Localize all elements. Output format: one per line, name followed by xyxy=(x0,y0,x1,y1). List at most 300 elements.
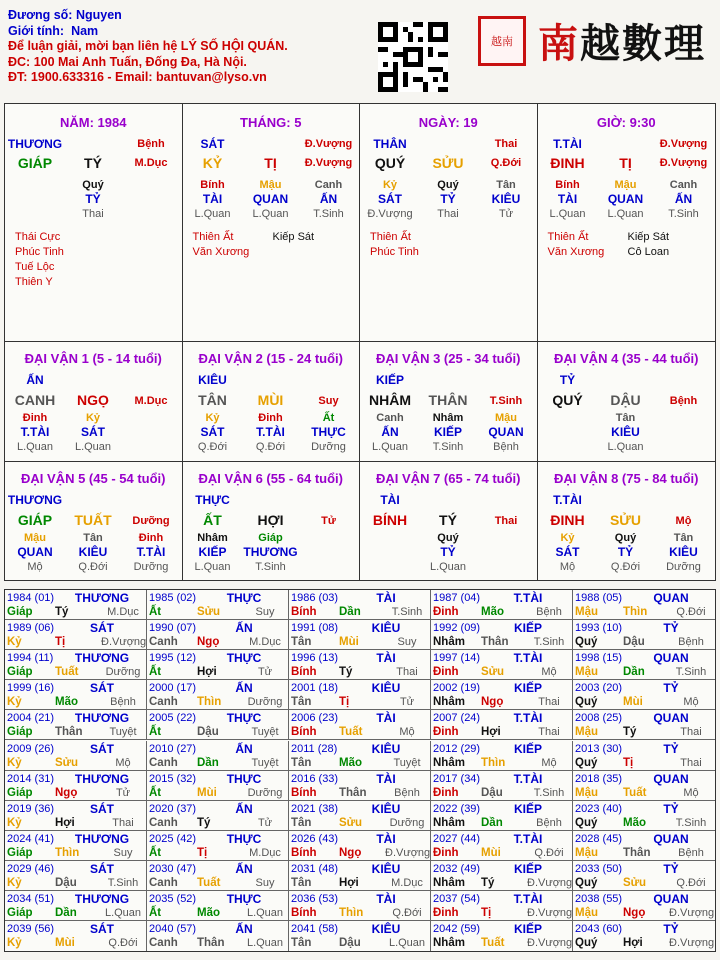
hidden-stem: Mậu xyxy=(495,412,517,424)
year-ten-god: KIÊU xyxy=(371,681,401,696)
star-item: Thái Cực xyxy=(15,231,61,243)
year-branch: Tý xyxy=(481,876,495,889)
gender-line: Giới tính: Nam xyxy=(8,23,99,38)
year-label: 2001 (18) xyxy=(291,682,339,695)
year-row xyxy=(5,891,715,921)
pillar-title: GIỜ: 9:30 xyxy=(596,115,656,130)
year-cell xyxy=(573,710,715,739)
dai-van-cell xyxy=(360,461,538,580)
year-phase: Đ.Vượng xyxy=(669,937,715,950)
year-phase: Suy xyxy=(255,606,275,618)
year-ten-god: THƯƠNG xyxy=(74,711,130,726)
hidden-ten-god: SÁT xyxy=(555,545,580,559)
hidden-stem: Quý xyxy=(82,179,104,191)
dai-van-title: ĐẠI VẬN 5 (45 - 54 tuổi) xyxy=(21,471,166,486)
year-phase: Bệnh xyxy=(536,606,562,618)
star-item: Thiên Y xyxy=(15,276,53,288)
year-phase: Q.Đới xyxy=(108,937,138,950)
year-ten-god: THỰC xyxy=(226,711,262,726)
year-branch: Mão xyxy=(481,606,504,618)
year-phase: Bệnh xyxy=(394,786,420,799)
year-cell xyxy=(5,620,147,649)
year-phase: Thai xyxy=(680,756,702,769)
year-cell xyxy=(147,891,289,920)
dai-van-branch: NGỌ xyxy=(77,392,109,408)
hidden-stem: Nhâm xyxy=(197,532,228,544)
dai-van-cell xyxy=(183,341,361,461)
year-branch: Tị xyxy=(623,756,634,769)
hidden-phase: Q.Đới xyxy=(610,561,641,573)
year-branch: Mão xyxy=(55,696,78,709)
hidden-ten-god: THƯƠNG xyxy=(243,545,298,559)
year-label: 2037 (54) xyxy=(433,893,481,905)
pillar-title: THÁNG: 5 xyxy=(240,115,302,130)
year-stem: Đinh xyxy=(433,846,459,859)
pillar-cell xyxy=(183,104,361,341)
dai-van-ten-god: KIÊU xyxy=(198,373,227,387)
year-label: 2031 (48) xyxy=(291,862,339,875)
year-cell xyxy=(147,861,289,890)
year-cell xyxy=(431,590,573,619)
year-cell xyxy=(573,620,715,649)
year-ten-god: T.TÀI xyxy=(513,771,543,786)
year-ten-god: KIẾP xyxy=(513,681,542,696)
year-stem: Tân xyxy=(291,636,312,649)
year-stem: Mậu xyxy=(575,606,598,618)
hidden-stem: Ất xyxy=(322,412,335,424)
dai-van-branch: TUẤT xyxy=(74,512,112,528)
year-ten-god: TỶ xyxy=(663,621,679,636)
year-ten-god: QUAN xyxy=(653,591,689,605)
year-stem: Tân xyxy=(291,696,312,709)
hidden-phase: Q.Đới xyxy=(255,441,286,453)
year-phase: Mộ xyxy=(541,756,557,769)
year-label: 2015 (32) xyxy=(149,772,197,785)
hidden-ten-god: ẤN xyxy=(674,192,693,206)
year-label: 1998 (15) xyxy=(575,652,623,665)
address-line: ĐC: 100 Mai Anh Tuấn, Đống Đa, Hà Nội. xyxy=(8,54,247,69)
year-cell xyxy=(5,710,147,739)
year-label: 1990 (07) xyxy=(149,622,197,635)
year-branch: Tị xyxy=(55,636,66,649)
dai-van-ten-god: T.TÀI xyxy=(553,493,582,507)
hidden-phase: L.Quan xyxy=(74,441,112,453)
phase-sub: Đ.Vượng xyxy=(304,157,353,169)
year-cell xyxy=(289,680,431,709)
year-cell xyxy=(289,650,431,679)
year-stem: Bính xyxy=(291,726,317,739)
hidden-phase: L.Quan xyxy=(194,561,231,573)
star-item: Phúc Tinh xyxy=(15,246,64,258)
dai-van-cell xyxy=(183,461,361,580)
year-stem: Canh xyxy=(149,756,178,769)
year-label: 2016 (33) xyxy=(291,772,339,785)
year-cell xyxy=(431,710,573,739)
year-phase: Thai xyxy=(680,726,702,739)
phase-top: Đ.Vượng xyxy=(304,138,353,150)
year-row xyxy=(5,771,715,801)
dai-van-title: ĐẠI VẬN 8 (75 - 84 tuổi) xyxy=(554,471,699,486)
year-branch: Tuất xyxy=(197,876,221,889)
hidden-ten-god: ẤN xyxy=(381,425,399,439)
dai-van-cell xyxy=(5,341,183,461)
year-ten-god: KIÊU xyxy=(371,922,401,937)
year-stem: Bính xyxy=(291,846,317,859)
dai-van-stem: QUÝ xyxy=(552,392,583,408)
hidden-ten-god: ẤN xyxy=(319,192,338,206)
year-phase: Tuyệt xyxy=(251,756,279,769)
hidden-phase: L.Quan xyxy=(607,208,644,220)
year-cell xyxy=(573,590,715,619)
hidden-ten-god: SÁT xyxy=(81,425,105,439)
chart-grid xyxy=(4,103,716,581)
year-branch: Ngọ xyxy=(55,786,78,799)
hidden-ten-god: TÀI xyxy=(557,192,578,206)
year-stem: Bính xyxy=(291,907,317,919)
year-label: 2040 (57) xyxy=(149,923,197,936)
year-stem: Nhâm xyxy=(433,696,465,709)
year-stem: Mậu xyxy=(575,786,598,799)
dai-van-phase: M.Dục xyxy=(134,395,168,407)
year-branch: Mùi xyxy=(339,636,359,649)
year-label: 2019 (36) xyxy=(7,802,55,815)
year-branch: Dậu xyxy=(197,726,219,739)
year-label: 1995 (12) xyxy=(149,652,197,665)
star-list-a xyxy=(370,230,419,260)
hidden-stem: Đinh xyxy=(258,412,283,424)
year-phase: Mộ xyxy=(399,726,415,739)
year-phase: L.Quan xyxy=(246,937,284,950)
year-ten-god: TÀI xyxy=(376,892,396,906)
year-phase: Q.Đới xyxy=(676,606,706,618)
year-phase: Tử xyxy=(257,666,273,679)
year-label: 2028 (45) xyxy=(575,832,623,845)
year-ten-god: THƯƠNG xyxy=(74,591,130,605)
hidden-stem: Canh xyxy=(376,412,404,424)
brand-logo: 南越數理 xyxy=(538,20,706,67)
hidden-phase: T.Sinh xyxy=(313,208,344,220)
year-stem: Giáp xyxy=(7,846,33,859)
year-label: 1999 (16) xyxy=(7,682,55,695)
year-phase: Mộ xyxy=(683,696,699,709)
hidden-stem: Tân xyxy=(83,532,103,544)
dai-van-ten-god: THƯƠNG xyxy=(7,493,63,507)
hidden-ten-god: TỶ xyxy=(440,545,456,559)
star-item: Kiếp Sát xyxy=(627,231,670,243)
year-branch: Sửu xyxy=(55,756,79,769)
year-branch: Tý xyxy=(339,666,353,679)
year-phase: L.Quan xyxy=(246,907,284,919)
year-label: 1991 (08) xyxy=(291,622,339,635)
year-phase: Suy xyxy=(255,876,275,889)
contact-line: Để luận giải, mời bạn liên hệ LÝ SỐ HỘI QUÁN. xyxy=(8,39,288,53)
year-stem: Bính xyxy=(291,786,317,799)
hidden-phase: Tử xyxy=(498,208,514,220)
dai-van-stem: CANH xyxy=(14,392,56,408)
year-ten-god: ẤN xyxy=(235,922,253,937)
star-list-a xyxy=(193,230,250,260)
year-phase: Tuyệt xyxy=(109,726,137,739)
year-cell xyxy=(573,771,715,800)
dai-van-phase: Thai xyxy=(494,515,518,527)
hidden-stem: Quý xyxy=(437,532,459,544)
year-phase: T.Sinh xyxy=(107,876,139,889)
hidden-stem: Kỷ xyxy=(85,412,101,424)
dai-van-phase: Bệnh xyxy=(669,395,698,407)
hidden-phase: L.Quan xyxy=(194,208,231,220)
hidden-phase: L.Quan xyxy=(16,441,54,453)
year-cell xyxy=(431,891,573,920)
year-ten-god: THƯƠNG xyxy=(74,651,130,666)
hidden-ten-god: KIẾP xyxy=(433,425,462,439)
year-label: 2022 (39) xyxy=(433,802,481,815)
seal-stamp: 越南 xyxy=(478,16,526,66)
year-cell xyxy=(5,921,147,951)
year-branch: Dậu xyxy=(55,876,77,889)
year-cell xyxy=(147,620,289,649)
phase-sub: M.Dục xyxy=(134,157,168,169)
year-ten-god: THỰC xyxy=(226,651,262,666)
hidden-phase: Dưỡng xyxy=(311,441,346,453)
year-stem: Giáp xyxy=(7,907,33,919)
ten-god-stem: SÁT xyxy=(200,137,225,151)
dai-van-stem: BÍNH xyxy=(372,512,408,528)
dai-van-branch: TÝ xyxy=(439,512,457,528)
year-branch: Tị xyxy=(481,907,492,919)
year-stem: Giáp xyxy=(7,666,33,679)
dai-van-stem: TÂN xyxy=(198,392,227,408)
year-cell xyxy=(289,891,431,920)
year-phase: Mộ xyxy=(115,756,131,769)
hidden-ten-god: TỶ xyxy=(440,192,456,206)
year-phase: Tử xyxy=(115,786,131,799)
year-phase: Tuyệt xyxy=(251,726,279,739)
year-cell xyxy=(573,891,715,920)
year-cell xyxy=(289,921,431,951)
year-stem: Nhâm xyxy=(433,937,465,950)
year-label: 2017 (34) xyxy=(433,772,481,785)
year-stem: Bính xyxy=(291,666,317,679)
hidden-ten-god: TỶ xyxy=(85,192,101,206)
year-ten-god: T.TÀI xyxy=(513,831,543,846)
year-phase: Bệnh xyxy=(678,636,704,649)
dai-van-title: ĐẠI VẬN 3 (25 - 34 tuổi) xyxy=(376,351,521,366)
year-cell xyxy=(5,590,147,619)
ten-god-stem: THƯƠNG xyxy=(7,137,63,151)
year-stem: Ất xyxy=(149,907,162,919)
year-cell xyxy=(147,741,289,770)
year-cell xyxy=(5,891,147,920)
year-row xyxy=(5,861,715,891)
year-phase: Bệnh xyxy=(110,696,136,709)
year-row xyxy=(5,650,715,680)
year-ten-god: QUAN xyxy=(653,892,689,906)
year-stem: Đinh xyxy=(433,786,459,799)
dai-van-branch: MÙI xyxy=(257,392,284,408)
year-phase: Tử xyxy=(257,816,273,829)
year-label: 2027 (44) xyxy=(433,832,481,845)
year-ten-god: T.TÀI xyxy=(513,892,543,906)
year-cell xyxy=(289,771,431,800)
year-label: 2036 (53) xyxy=(291,893,339,905)
year-label: 2030 (47) xyxy=(149,862,197,875)
hidden-ten-god: T.TÀI xyxy=(256,425,285,439)
hidden-stem: Bính xyxy=(200,179,225,191)
dai-van-cell xyxy=(538,461,716,580)
year-label: 2000 (17) xyxy=(149,682,197,695)
year-phase: Mộ xyxy=(683,786,699,799)
year-ten-god: T.TÀI xyxy=(513,711,543,726)
year-label: 2043 (60) xyxy=(575,923,623,936)
year-cell xyxy=(431,650,573,679)
dai-van-stem: ĐINH xyxy=(550,512,585,528)
hidden-stem: Mậu xyxy=(24,532,46,544)
year-label: 2009 (26) xyxy=(7,742,55,755)
year-ten-god: KIÊU xyxy=(371,621,401,636)
hidden-phase: L.Quan xyxy=(371,441,409,453)
year-label: 1994 (11) xyxy=(7,652,54,665)
hidden-ten-god: KIÊU xyxy=(491,192,521,206)
hidden-stem: Tân xyxy=(615,412,636,424)
hidden-stem: Tân xyxy=(673,532,694,544)
year-label: 2007 (24) xyxy=(433,712,481,725)
year-label: 2033 (50) xyxy=(575,862,623,875)
year-stem: Kỷ xyxy=(7,876,22,889)
year-phase: Q.Đới xyxy=(392,907,422,919)
dai-van-stem: NHÂM xyxy=(369,392,411,408)
pillar-cell xyxy=(538,104,716,341)
year-cell xyxy=(5,680,147,709)
year-ten-god: TÀI xyxy=(376,771,396,786)
year-cell xyxy=(147,590,289,619)
year-stem: Nhâm xyxy=(433,876,465,889)
dai-van-ten-god: TỶ xyxy=(559,373,576,387)
year-branch: Mùi xyxy=(481,846,501,859)
year-cell xyxy=(289,861,431,890)
year-phase: M.Dục xyxy=(249,636,281,649)
year-ten-god: SÁT xyxy=(90,922,114,937)
year-branch: Thân xyxy=(55,726,83,739)
hidden-ten-god: KIÊU xyxy=(669,545,698,559)
year-ten-god: ẤN xyxy=(235,801,253,816)
year-ten-god: TÀI xyxy=(376,651,396,666)
dai-van-phase: Dưỡng xyxy=(132,515,170,527)
year-label: 1997 (14) xyxy=(433,652,481,665)
star-item: Thiên Ất xyxy=(547,231,589,243)
year-cell xyxy=(431,680,573,709)
year-branch: Tý xyxy=(197,816,211,829)
year-ten-god: SÁT xyxy=(90,861,114,876)
year-ten-god: TÀI xyxy=(376,591,396,605)
year-stem: Quý xyxy=(575,937,598,950)
year-phase: Thai xyxy=(538,726,560,739)
year-branch: Dậu xyxy=(623,636,645,649)
hidden-stem: Kỷ xyxy=(205,412,220,424)
year-label: 2035 (52) xyxy=(149,893,197,905)
year-label: 2039 (56) xyxy=(7,923,55,936)
year-stem: Tân xyxy=(291,756,312,769)
year-ten-god: ẤN xyxy=(235,681,253,696)
year-label: 2013 (30) xyxy=(575,742,623,755)
heavenly-stem: GIÁP xyxy=(17,155,53,171)
year-cell xyxy=(573,831,715,860)
year-branch: Tuất xyxy=(55,666,79,679)
year-phase: T.Sinh xyxy=(675,816,707,829)
year-stem: Đinh xyxy=(433,606,459,618)
year-label: 1986 (03) xyxy=(291,592,339,604)
year-branch: Tý xyxy=(623,726,637,739)
year-label: 1989 (06) xyxy=(7,622,55,635)
year-ten-god: KIẾP xyxy=(513,621,542,636)
year-stem: Đinh xyxy=(433,907,459,919)
year-branch: Thìn xyxy=(481,756,506,769)
year-branch: Dần xyxy=(197,756,219,769)
year-phase: Q.Đới xyxy=(534,846,564,859)
year-phase: Đ.Vượng xyxy=(527,937,573,950)
year-grid xyxy=(4,589,716,952)
heavenly-stem: ĐINH xyxy=(550,155,585,171)
year-branch: Tuất xyxy=(481,937,505,950)
year-phase: Tuyệt xyxy=(393,756,421,769)
year-ten-god: ẤN xyxy=(235,861,253,876)
hidden-ten-god: T.TÀI xyxy=(20,425,50,439)
phase-top: Bệnh xyxy=(137,138,165,150)
year-label: 2025 (42) xyxy=(149,832,197,845)
hidden-ten-god: SÁT xyxy=(378,192,402,206)
year-stem: Tân xyxy=(291,876,312,889)
hidden-ten-god: KIÊU xyxy=(78,545,108,559)
year-stem: Giáp xyxy=(7,786,33,799)
dai-van-title: ĐẠI VẬN 2 (15 - 24 tuổi) xyxy=(198,351,343,366)
year-branch: Mùi xyxy=(197,786,217,799)
year-ten-god: ẤN xyxy=(235,741,253,756)
year-cell xyxy=(289,741,431,770)
year-branch: Ngọ xyxy=(197,636,220,649)
year-branch: Mão xyxy=(197,907,220,919)
star-item: Văn Xương xyxy=(192,246,250,258)
year-stem: Giáp xyxy=(7,726,33,739)
year-row xyxy=(5,921,715,951)
year-label: 2006 (23) xyxy=(291,712,339,725)
dai-van-ten-god: THỰC xyxy=(195,493,230,507)
year-stem: Kỷ xyxy=(7,696,22,709)
pillar-title: NĂM: 1984 xyxy=(60,115,127,130)
dai-van-phase: Suy xyxy=(318,395,339,407)
year-ten-god: TỶ xyxy=(663,922,679,937)
hidden-phase: Dưỡng xyxy=(133,561,169,573)
year-branch: Tị xyxy=(339,696,350,709)
hidden-stem: Đinh xyxy=(138,532,164,544)
hidden-phase: T.Sinh xyxy=(668,208,699,220)
pillar-cell xyxy=(360,104,538,341)
year-branch: Sửu xyxy=(339,816,363,829)
year-stem: Canh xyxy=(149,636,178,649)
year-cell xyxy=(147,680,289,709)
year-stem: Đinh xyxy=(433,666,459,679)
dai-van-cell xyxy=(538,341,716,461)
year-label: 2034 (51) xyxy=(7,893,55,905)
year-cell xyxy=(573,680,715,709)
hidden-ten-god: KIÊU xyxy=(611,425,640,439)
year-label: 1984 (01) xyxy=(7,592,55,604)
year-ten-god: QUAN xyxy=(653,771,689,786)
year-cell xyxy=(431,831,573,860)
hidden-phase: L.Quan xyxy=(252,208,289,220)
star-list-a xyxy=(15,230,64,290)
owner-line: Đương số: Nguyen xyxy=(8,8,122,22)
year-stem: Canh xyxy=(149,696,178,709)
year-ten-god: THƯƠNG xyxy=(74,892,130,906)
